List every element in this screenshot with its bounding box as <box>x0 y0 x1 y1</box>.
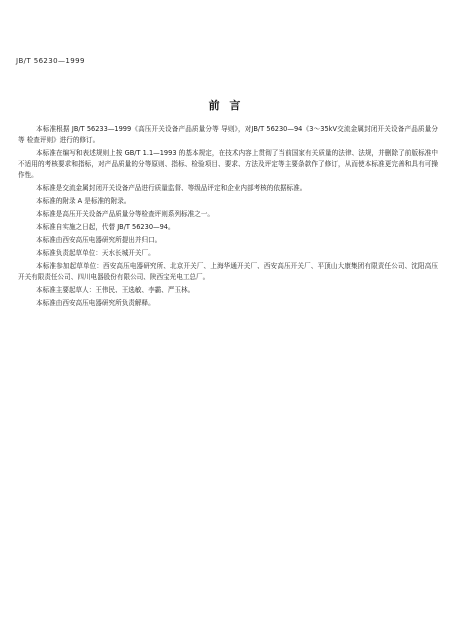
paragraph: 本标准自实施之日起，代替 JB/T 56230—94。 <box>36 223 175 231</box>
standard-code-header: JB/T 56230—1999 <box>16 57 85 65</box>
paragraph: 本标准是高压开关设备产品质量分等检查评则系列标准之一。 <box>36 210 215 218</box>
paragraph: 本标准由西安高压电器研究所提出并归口。 <box>36 236 162 244</box>
paragraph: 本标准主要起草人：王伟民、王选敏、李霸、严玉林。 <box>36 286 195 294</box>
paragraph: 本标准由西安高压电器研究所负责解释。 <box>36 299 155 307</box>
paragraph: 本标准根据 JB/T 56233—1999《高压开关设备产品质量分等 导则》，对JB/T 56230—94《3～35kV交流金属封闭开关设备产品质量分等 检查评则》进行的修订。 <box>18 125 438 144</box>
foreword-body <box>18 124 438 311</box>
paragraph: 本标准在编写和表述规则上按 GB/T 1.1—1993 的基本规定，在技术内容上贯彻了当前国家有关质量的法律、法规，并删除了前版标准中不适用的考核要求和指标，对产品质量的分等原则、指标、检验项目、要求、方法及评定等主要条款作了修订，从而使本标准更完善和具有可操作性。 <box>18 149 438 179</box>
paragraph: 本标准是交流金属封闭开关设备产品进行质量监督、等级品评定和企业内部考核的依据标准。 <box>36 184 307 192</box>
paragraph: 本标准的附录 A 是标准的附录。 <box>36 197 131 205</box>
paragraph: 本标准参加起草单位：西安高压电器研究所、北京开关厂、上海华通开关厂、西安高压开关厂、平顶山大康集团有限责任公司、沈阳高压开关有限责任公司、四川电器股份有限公司、陕西宝光电工总厂。 <box>18 262 438 281</box>
page-title: 前 言 <box>208 99 244 112</box>
paragraph: 本标准负责起草单位：天水长城开关厂。 <box>36 249 155 257</box>
